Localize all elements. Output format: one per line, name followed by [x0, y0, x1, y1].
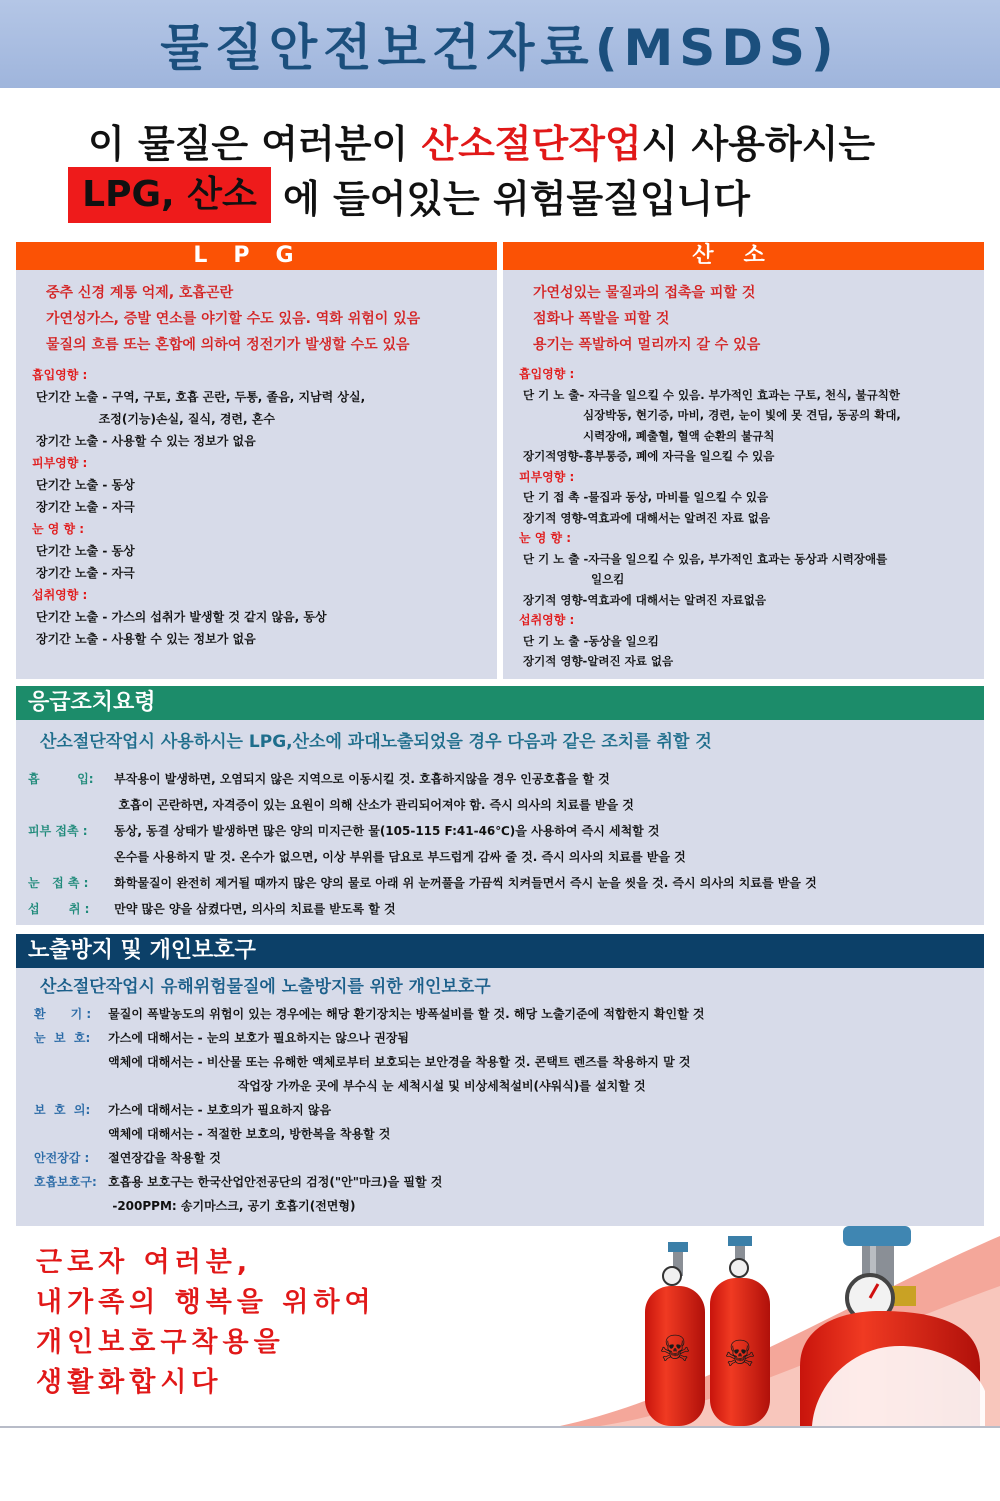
skull-crossbones-icon: ☠: [723, 1334, 757, 1375]
lpg-warning: 중추 신경 계통 억제, 호흡곤란: [46, 285, 234, 301]
lpg-skin-title: 피부영향 :: [32, 456, 88, 470]
ppe-label: [16, 1050, 104, 1074]
first-aid-text: 호흡이 곤란하면, 자격증이 있는 요원이 의해 산소가 관리되어져야 함. 즉시 의사의 치료를 받을 것: [110, 798, 634, 812]
lpg-warning: 가연성가스, 증발 연소를 야기할 수도 있음. 역화 위험이 있음: [46, 311, 421, 327]
oxygen-eye-item: 일으킴: [523, 572, 625, 586]
bottom-divider: [0, 1426, 1000, 1428]
first-aid-row: [16, 818, 984, 844]
oxygen-inhalation-item: 단 기 노 출- 자극을 일으킬 수 있음. 부가적인 효과는 구토, 천식, 불규칙한: [523, 387, 900, 402]
first-aid-label: 눈 접 촉 :: [28, 876, 89, 890]
lpg-ingestion-item: 단기간 노출 - 가스의 섭취가 발생할 것 같지 않음, 동상: [36, 610, 327, 624]
oxygen-skin-item: 장기적 영향-역효과에 대해서는 알려진 자료 없음: [523, 510, 770, 525]
oxygen-inhalation-item: 심장박동, 현기증, 마비, 경련, 눈이 빛에 못 견딤, 동공의 확대,: [523, 408, 901, 422]
oxygen-ingestion-item: 장기적 영향-알려진 자료 없음: [523, 654, 674, 668]
first-aid-label: 피부 접촉 :: [28, 824, 88, 838]
first-aid-label: [16, 792, 110, 818]
oxygen-eye-item: 단 기 노 출 -자극을 일으킬 수 있음, 부가적인 효과는 동상과 시력장애를: [523, 551, 888, 566]
ppe-row: [16, 1122, 984, 1146]
first-aid-label: 흡 입:: [28, 772, 94, 786]
intro-line1-pre: 이 물질은 여러분이: [88, 122, 422, 166]
oxygen-warning: 용기는 폭발하여 멀리까지 갈 수 있음: [533, 337, 761, 353]
lpg-ingestion-title: 섭취영향 :: [32, 588, 88, 602]
lpg-inhalation-item: 장기간 노출 - 사용할 수 있는 정보가 없음: [36, 434, 256, 448]
first-aid-text: 온수를 사용하지 말 것. 온수가 없으면, 이상 부위를 담요로 부드럽게 감싸 줄 것. 즉시 의사의 치료를 받을 것: [110, 850, 686, 864]
first-aid-text: 동상, 동결 상태가 발생하면 많은 양의 미지근한 물(105-115 F:41-46℃)을 사용하여 즉시 세척할 것: [110, 824, 660, 838]
intro-line1-highlight: 산소절단작업: [421, 122, 642, 166]
ppe-label: 눈 보 호:: [34, 1031, 91, 1045]
slogan-line: 생활화합시다: [36, 1367, 223, 1398]
intro-line-1: [88, 113, 875, 168]
slogan-line: 개인보호구착용을: [36, 1327, 285, 1358]
ppe-row: [16, 1026, 984, 1050]
oxygen-warnings: [503, 270, 984, 364]
intro-red-box: LPG, 산소: [68, 167, 271, 223]
ppe-label: 보 호 의:: [34, 1103, 91, 1117]
oxygen-ingestion-item: 단 기 노 출 -동상을 일으킴: [523, 633, 659, 648]
page-title: 물질안전보건자료(MSDS): [160, 19, 840, 77]
first-aid-row: [16, 766, 984, 792]
oxygen-eye-title: 눈 영 향 :: [519, 531, 572, 545]
first-aid-subtitle: 산소절단작업시 사용하시는 LPG,산소에 과대노출되었을 경우 다음과 같은 조치를 취할 것: [40, 732, 712, 752]
ppe-row: [16, 1002, 984, 1026]
oxygen-warning: 점화나 폭발을 피할 것: [533, 311, 670, 327]
ppe-text: 가스에 대해서는 - 보호의가 필요하지 않음: [104, 1103, 332, 1117]
intro-line-2: [68, 167, 750, 223]
safety-slogan: [36, 1243, 376, 1403]
slogan-line: 근로자 여러분,: [36, 1247, 253, 1278]
first-aid-text: 부작용이 발생하면, 오염되지 않은 지역으로 이동시킬 것. 호흡하지않을 경우 인공호흡을 할 것: [110, 772, 610, 786]
oxygen-inhalation-title: 흡입영향 :: [519, 367, 575, 381]
first-aid-text: 만약 많은 양을 삼켰다면, 의사의 치료를 받도록 할 것: [110, 902, 396, 916]
intro-line2-rest: 에 들어있는 위험물질입니다: [283, 176, 750, 221]
lpg-ingestion-item: 장기간 노출 - 사용할 수 있는 정보가 없음: [36, 632, 256, 646]
lpg-heading: LPG: [16, 242, 497, 270]
lpg-section: [16, 242, 497, 679]
gas-cylinder-icon: [710, 1236, 770, 1426]
lpg-inhalation-item: 조정(기능)손실, 질식, 경련, 혼수: [36, 412, 275, 426]
oxygen-section: [503, 242, 984, 679]
ppe-row: [16, 1074, 984, 1098]
ppe-row: [16, 1098, 984, 1122]
ppe-label: 환 기 :: [34, 1007, 92, 1021]
first-aid-row: [16, 896, 984, 922]
first-aid-row: [16, 844, 984, 870]
ppe-text: 절연장갑을 착용할 것: [104, 1151, 221, 1165]
oxygen-warning: 가연성있는 물질과의 접촉을 피할 것: [533, 285, 756, 301]
ppe-label: [16, 1122, 104, 1146]
ppe-panel: [16, 968, 984, 1226]
lpg-eye-item: 장기간 노출 - 자극: [36, 566, 135, 580]
first-aid-label: [16, 844, 110, 870]
lpg-inhalation-item: 단기간 노출 - 구역, 구토, 호흡 곤란, 두통, 졸음, 지남력 상실,: [36, 390, 366, 404]
oxygen-skin-item: 단 기 접 촉 -물집과 동상, 마비를 일으킬 수 있음: [523, 490, 769, 504]
slogan-line: 내가족의 행복을 위하여: [36, 1287, 376, 1318]
ppe-label: [16, 1194, 104, 1218]
first-aid-panel: [16, 720, 984, 925]
first-aid-text: 화학물질이 완전히 제거될 때까지 많은 양의 물로 아래 위 눈꺼풀을 가끔씩 치켜들면서 즉시 눈을 씻을 것. 즉시 의사의 치료를 받을 것: [110, 876, 817, 890]
ppe-text: 물질이 폭발농도의 위험이 있는 경우에는 해당 환기장치는 방폭설비를 할 것. 해당 노출기준에 적합한지 확인할 것: [104, 1007, 705, 1021]
first-aid-row: [16, 870, 984, 896]
lpg-inhalation-title: 흡입영향 :: [32, 368, 88, 382]
lpg-eye-title: 눈 영 향 :: [32, 522, 85, 536]
ppe-label: [16, 1074, 104, 1098]
ppe-row: [16, 1050, 984, 1074]
first-aid-row: [16, 792, 984, 818]
ppe-text: 액체에 대해서는 - 비산물 또는 유해한 액체로부터 보호되는 보안경을 착용할 것. 콘택트 렌즈를 착용하지 말 것: [104, 1055, 691, 1069]
ppe-row: [16, 1146, 984, 1170]
oxygen-eye-item: 장기적 영향-역효과에 대해서는 알려진 자료없음: [523, 592, 766, 607]
ppe-text: 호흡용 보호구는 한국산업안전공단의 검정("안"마크)을 필할 것: [104, 1175, 443, 1189]
ppe-text: 가스에 대해서는 - 눈의 보호가 필요하지는 않으나 권장됨: [104, 1031, 410, 1045]
lpg-eye-item: 단기간 노출 - 동상: [36, 544, 135, 558]
ppe-heading: 노출방지 및 개인보호구: [16, 934, 984, 968]
oxygen-inhalation-item: 장기적영향-흉부통증, 폐에 자극을 일으킬 수 있음: [523, 449, 775, 463]
header-banner: [0, 0, 1000, 88]
oxygen-inhalation-item: 시력장애, 폐출혈, 혈액 순환의 불규칙: [523, 428, 775, 443]
lpg-skin-item: 단기간 노출 - 동상: [36, 478, 135, 492]
lpg-warnings: [16, 270, 497, 364]
ppe-label: 안전장갑 :: [34, 1151, 90, 1165]
skull-crossbones-icon: ☠: [658, 1329, 692, 1370]
oxygen-heading: 산소: [503, 242, 984, 270]
first-aid-heading: 응급조치요령: [16, 686, 984, 720]
gas-cylinder-icon: [645, 1242, 705, 1426]
oxygen-skin-title: 피부영향 :: [519, 469, 575, 484]
lpg-skin-item: 장기간 노출 - 자극: [36, 500, 135, 514]
lpg-warning: 물질의 흐름 또는 혼합에 의하여 정전기가 발생할 수도 있음: [46, 337, 410, 353]
ppe-row: [16, 1170, 984, 1194]
first-aid-label: 섭 취 :: [28, 902, 90, 916]
ppe-label: 호흡보호구:: [34, 1175, 97, 1189]
intro-line1-post: 시 사용하시는: [641, 122, 876, 166]
ppe-text: -200PPM: 송기마스크, 공기 호흡기(전면형): [104, 1199, 356, 1213]
oxygen-ingestion-title: 섭취영향 :: [519, 613, 575, 627]
ppe-subtitle: 산소절단작업시 유해위험물질에 노출방지를 위한 개인보호구: [40, 977, 491, 997]
ppe-text: 액체에 대해서는 - 적절한 보호의, 방한복을 착용할 것: [104, 1127, 391, 1141]
ppe-text: 작업장 가까운 곳에 부수식 눈 세척시설 및 비상세척설비(샤워식)를 설치할 것: [104, 1079, 646, 1093]
ppe-row: [16, 1194, 984, 1218]
